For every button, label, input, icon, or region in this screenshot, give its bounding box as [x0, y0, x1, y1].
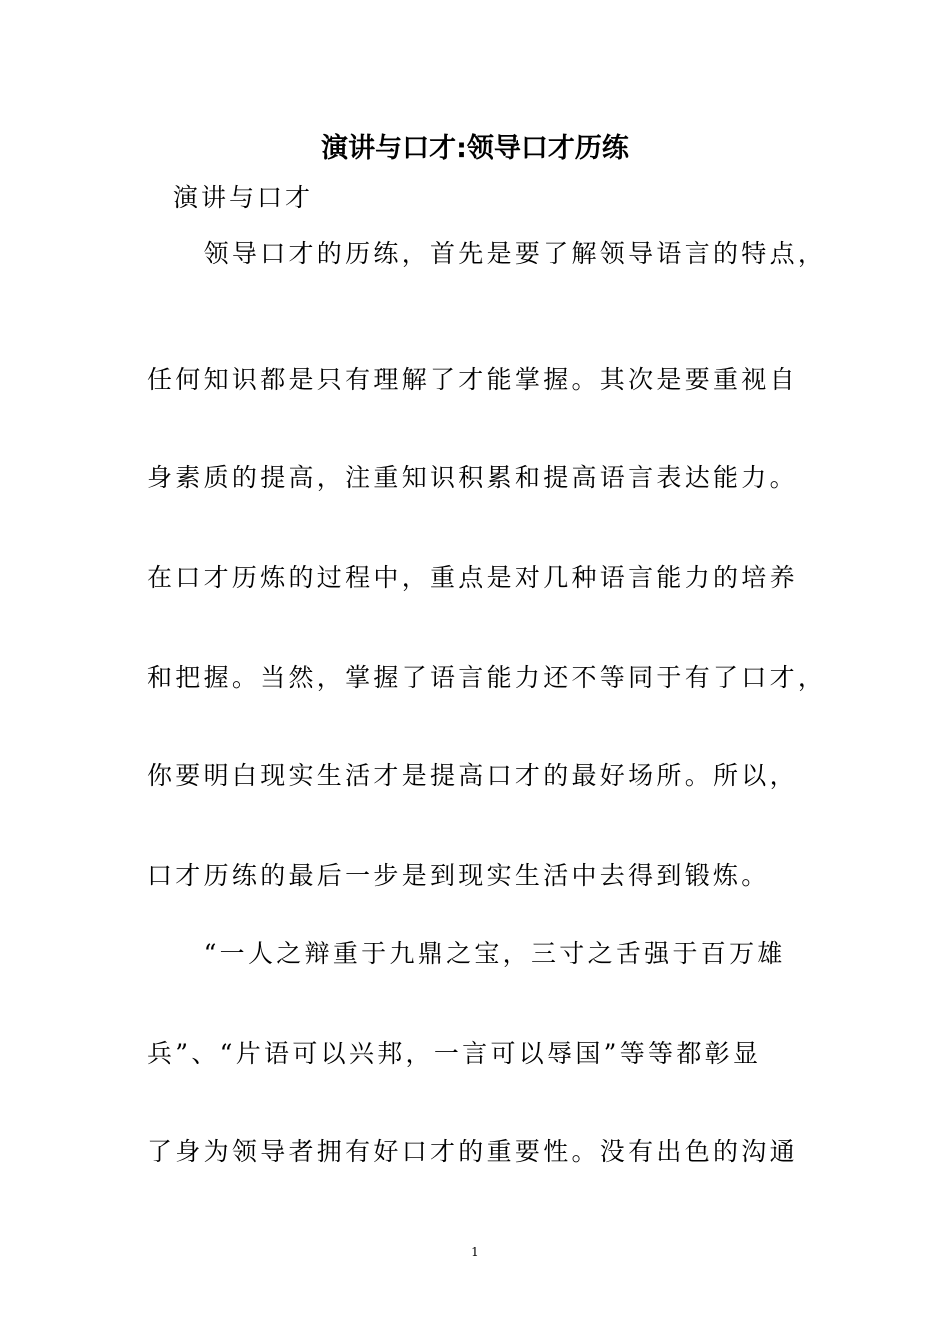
- body-line: 了身为领导者拥有好口才的重要性。没有出色的沟通: [147, 1137, 798, 1166]
- document-title: 演讲与口才:领导口才历练: [321, 133, 629, 164]
- body-line: 和把握。当然，掌握了语言能力还不等同于有了口才，: [147, 663, 827, 692]
- body-line: 在口才历炼的过程中，重点是对几种语言能力的培养: [147, 563, 798, 592]
- body-line: 任何知识都是只有理解了才能掌握。其次是要重视自: [147, 365, 798, 394]
- body-line: 你要明白现实生活才是提高口才的最好场所。所以，: [147, 761, 798, 790]
- body-line: “一人之辩重于九鼎之宝，三寸之舌强于百万雄: [147, 939, 786, 968]
- page-number: 1: [471, 1245, 479, 1259]
- body-line: 兵”、“片语可以兴邦，一言可以辱国”等等都彰显: [147, 1039, 762, 1068]
- body-line: 身素质的提高，注重知识积累和提高语言表达能力。: [147, 463, 798, 492]
- body-line: 口才历练的最后一步是到现实生活中去得到锻炼。: [147, 861, 770, 890]
- document-subtitle: 演讲与口才: [173, 183, 314, 212]
- body-line: 领导口才的历练，首先是要了解领导语言的特点，: [147, 239, 827, 268]
